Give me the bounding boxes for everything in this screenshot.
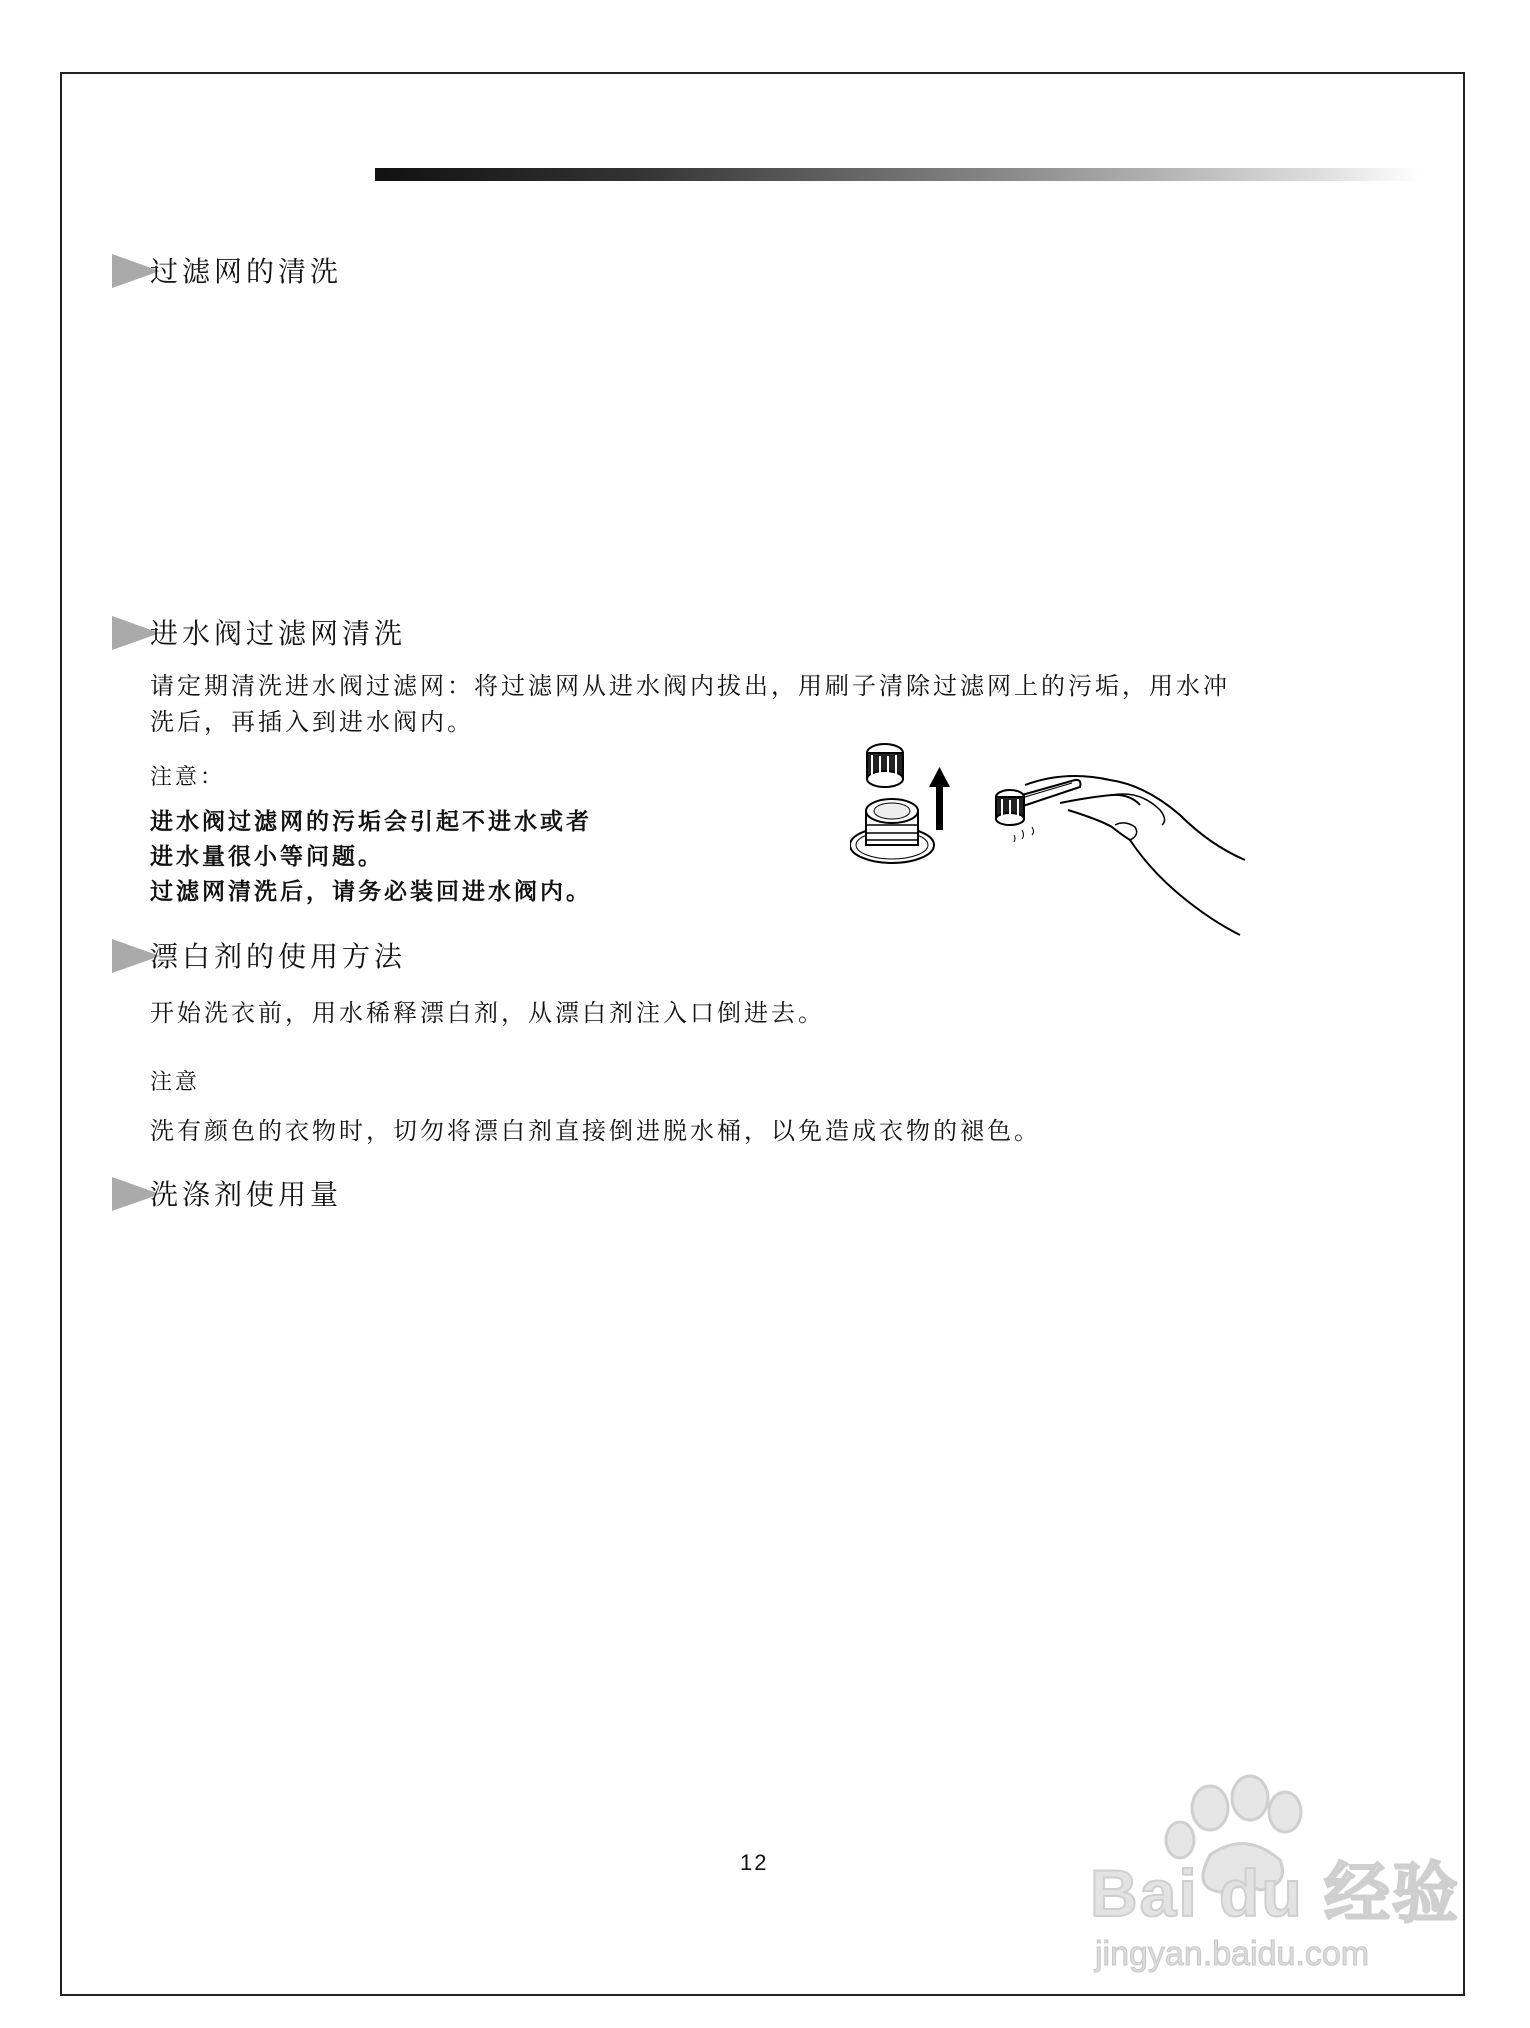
filter-cap-icon bbox=[867, 744, 903, 787]
section-heading-filter-cleaning bbox=[112, 250, 342, 290]
note-line: 进水阀过滤网的污垢会引起不进水或者 bbox=[150, 809, 592, 835]
inlet-filter-instructions-line2: 洗后，再插入到进水阀内。 bbox=[150, 708, 474, 736]
note-line: 过滤网清洗后，请务必装回进水阀内。 bbox=[150, 879, 592, 905]
section-title: 漂白剂的使用方法 bbox=[150, 940, 407, 973]
arrow-up-icon bbox=[929, 767, 950, 830]
page-number: 12 bbox=[740, 1850, 769, 1875]
section-heading-bleach bbox=[112, 935, 406, 975]
filter-cleaning-illustration bbox=[850, 725, 1300, 945]
section-heading-inlet-filter bbox=[112, 612, 406, 652]
bleach-instructions: 开始洗衣前，用水稀释漂白剂，从漂白剂注入口倒进去。 bbox=[150, 999, 825, 1027]
brush-hand-icon bbox=[996, 776, 1245, 935]
page-border bbox=[60, 72, 1465, 1996]
header-gradient-bar bbox=[375, 168, 1420, 181]
watermark-brand: Bai du 经验 bbox=[1090, 1856, 1461, 1930]
inlet-filter-notes bbox=[150, 805, 592, 910]
inlet-filter-instructions-line1: 请定期清洗进水阀过滤网：将过滤网从进水阀内拔出，用刷子清除过滤网上的污垢，用水冲 bbox=[150, 672, 1230, 700]
section-heading-detergent bbox=[112, 1173, 342, 1213]
section-title: 洗涤剂使用量 bbox=[150, 1178, 343, 1211]
note-label: 注意： bbox=[150, 765, 226, 790]
note-line: 进水量很小等问题。 bbox=[150, 844, 384, 870]
watermark-url: jingyan.baidu.com bbox=[1095, 1935, 1370, 1973]
bleach-note: 洗有颜色的衣物时，切勿将漂白剂直接倒进脱水桶，以免造成衣物的褪色。 bbox=[150, 1117, 1041, 1145]
section-title: 过滤网的清洗 bbox=[150, 255, 343, 288]
section-title: 进水阀过滤网清洗 bbox=[150, 617, 407, 650]
valve-inlet-icon bbox=[850, 799, 934, 863]
note-label: 注意 bbox=[150, 1070, 201, 1095]
